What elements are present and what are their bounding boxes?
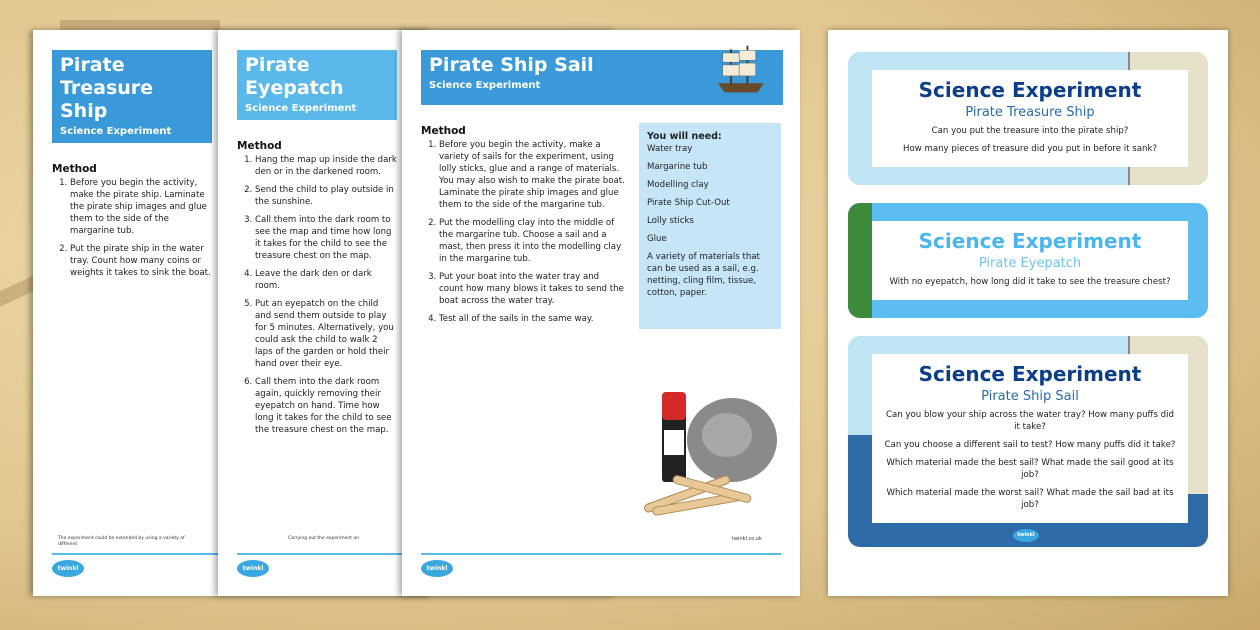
card-subtitle: Pirate Ship Sail [981,389,1079,404]
question-card-treasure-ship [848,52,1208,185]
card-question: Can you blow your ship across the water tray? How many puffs did it take? [886,410,1174,432]
needs-item: Pirate Ship Cut-Out [647,198,730,208]
method-heading: Method [421,125,466,137]
worksheet-banner [237,50,397,120]
card-subtitle: Pirate Treasure Ship [965,105,1095,120]
needs-heading: You will need: [647,131,722,142]
worksheet-subtitle: Science Experiment [245,103,357,114]
method-step: 2. Send the child to play outside in the sunshine. [255,184,397,208]
method-step: 4. Leave the dark den or dark room. [255,268,397,292]
method-step: 4. Test all of the sails in the same way. [439,313,626,325]
card-heading: Science Experiment [918,229,1142,253]
method-heading: Method [52,163,97,175]
method-section [237,140,397,436]
method-step: 3. Call them into the dark room to see the map and time how long it takes for the child to see the treasure chest on the map. [255,214,397,262]
method-step: 6. Call them into the dark room again, quickly removing their eyepatch on hand. Time how long it takes for the child to see the treasure chest on the map. [255,376,397,436]
card-question: Which material made the best sail? What made the sail good at its job? [886,458,1174,480]
worksheet-content [237,50,397,442]
method-step: 2. Put the modelling clay into the middle of the margarine tub. Choose a sail and a mast, then press it into the modelling clay in the margarine tub. [439,217,626,265]
needs-item: Modelling clay [647,180,709,190]
card-question: With no eyepatch, how long did it take to see the treasure chest? [889,277,1171,287]
twinkl-logo: twinkl [237,560,269,577]
needs-item: Lolly sticks [647,216,694,226]
question-cards-page [828,30,1228,596]
needs-item: A variety of materials that can be used as a sail, e.g. netting, cling film, tissue, cotton, paper. [647,252,760,298]
card-subtitle: Pirate Eyepatch [978,256,1082,271]
twinkl-logo: twinkl [1013,529,1039,542]
worksheet-title: Pirate Ship Sail [429,54,594,76]
worksheet-title: Pirate Treasure Ship [60,54,154,122]
footer-note: twinkl.co.uk [732,536,762,542]
needs-item: Margarine tub [647,162,708,172]
materials-illustration [632,390,782,530]
footer-divider [421,553,781,555]
card-question: Can you put the treasure into the pirate ship? [931,126,1129,136]
card-question: How many pieces of treasure did you put in before it sank? [902,144,1158,154]
method-step: 1. Hang the map up inside the dark den or in the darkened room. [255,154,397,178]
method-section [421,125,626,325]
question-card-eyepatch [848,203,1208,318]
card-question: Which material made the worst sail? What made the sail bad at its job? [886,488,1174,510]
method-step: 1. Before you begin the activity, make a variety of sails for the experiment, using lolly sticks, glue and a range of materials. You may also wish to make the pirate boat. Laminate the pirate ship images and glue them to the side of the margarine tub. [439,139,626,211]
needs-item: Glue [647,234,667,244]
worksheet-banner [421,50,783,105]
twinkl-logo: twinkl [52,560,84,577]
worksheet-content [52,50,212,285]
worksheet-title: Pirate Eyepatch [245,54,344,99]
pirate-ship-illustration [711,42,771,97]
question-card-ship-sail [848,336,1208,547]
card-content [872,354,1188,523]
card-content [872,70,1188,167]
card-heading: Science Experiment [918,78,1142,102]
worksheet-banner [52,50,212,143]
method-heading: Method [237,140,282,152]
method-step: 5. Put an eyepatch on the child and send them outside to play for 5 minutes. Alternatively, you could ask the child to walk 2 laps of the garden or hold their hand over their eye. [255,298,397,370]
palm-tree-decoration [848,203,872,318]
method-step: 3. Put your boat into the water tray and count how many blows it takes to send the boat across the water tray. [439,271,626,307]
method-section [52,163,212,279]
twinkl-logo: twinkl [421,560,453,577]
method-step: 1. Before you begin the activity, make the pirate ship. Laminate the pirate ship images and glue them to the side of the margarine tub. [70,177,212,237]
worksheet-subtitle: Science Experiment [60,126,172,137]
card-heading: Science Experiment [918,362,1142,386]
worksheet-pirate-ship-sail [402,30,800,596]
footer-note: Carrying out the experiment on [288,536,360,541]
method-step: 2. Put the pirate ship in the water tray. Count how many coins or weights it takes to sink the boat. [70,243,212,279]
footer-note: The experiment could be extended by using a variety of different [58,536,185,547]
needs-item: Water tray [647,144,693,154]
card-content [872,221,1188,300]
you-will-need-box [639,123,781,329]
worksheet-subtitle: Science Experiment [429,80,541,91]
card-question: Can you choose a different sail to test? How many puffs did it take? [884,440,1176,450]
